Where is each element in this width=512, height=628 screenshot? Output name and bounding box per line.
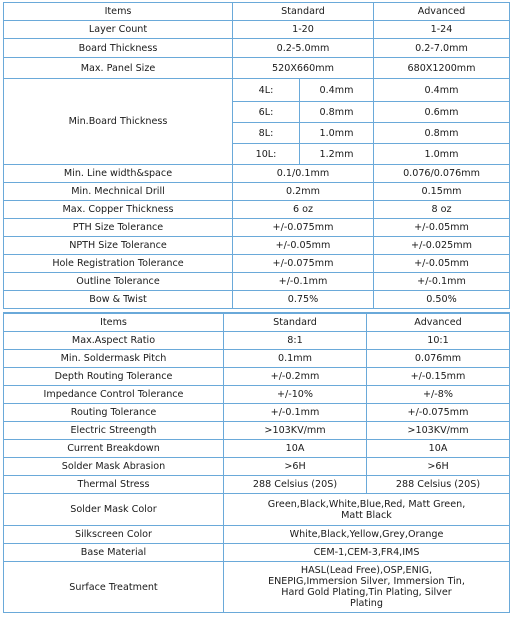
layer-label: 10L:	[233, 144, 300, 165]
advanced-value: +/-8%	[367, 386, 510, 404]
merged-row	[4, 544, 510, 562]
standard-value: 1.2mm	[300, 144, 374, 165]
advanced-value: 0.076mm	[367, 350, 510, 368]
item-label: PTH Size Tolerance	[4, 219, 233, 237]
item-label: Surface Treatment	[4, 562, 224, 613]
table-row	[4, 368, 510, 386]
table-row	[4, 350, 510, 368]
standard-value: +/-0.075mm	[233, 255, 374, 273]
advanced-value: 0.50%	[374, 291, 510, 309]
min-board-row	[4, 79, 510, 102]
table-row	[4, 291, 510, 309]
specs-table-1	[3, 2, 510, 309]
standard-value: 0.1mm	[224, 350, 367, 368]
item-label: Silkscreen Color	[4, 526, 224, 544]
item-label: Base Material	[4, 544, 224, 562]
item-label: Bow & Twist	[4, 291, 233, 309]
item-label: NPTH Size Tolerance	[4, 237, 233, 255]
item-label: Max. Copper Thickness	[4, 201, 233, 219]
advanced-value: 680X1200mm	[374, 58, 510, 79]
advanced-value: +/-0.05mm	[374, 255, 510, 273]
standard-value: 520X660mm	[233, 58, 374, 79]
table-row	[4, 440, 510, 458]
table-row	[4, 422, 510, 440]
layer-label: 4L:	[233, 79, 300, 102]
layer-label: 6L:	[233, 102, 300, 123]
advanced-value: 0.2-7.0mm	[374, 39, 510, 58]
advanced-value: >103KV/mm	[367, 422, 510, 440]
header-advanced: Advanced	[374, 3, 510, 21]
standard-value: 0.2mm	[233, 183, 374, 201]
item-label: Depth Routing Tolerance	[4, 368, 224, 386]
specs-table-2-body	[4, 313, 510, 613]
advanced-value: 0.15mm	[374, 183, 510, 201]
table-row	[4, 332, 510, 350]
standard-value: +/-10%	[224, 386, 367, 404]
item-label: Max. Panel Size	[4, 58, 233, 79]
table-row	[4, 219, 510, 237]
standard-value: 8:1	[224, 332, 367, 350]
standard-value: +/-0.05mm	[233, 237, 374, 255]
item-label: Min. Line width&space	[4, 165, 233, 183]
table-row	[4, 165, 510, 183]
standard-value: 0.1/0.1mm	[233, 165, 374, 183]
standard-value: 1.0mm	[300, 123, 374, 144]
merged-value: HASL(Lead Free),OSP,ENIG, ENEPIG,Immersion Silver, Immersion Tin, Hard Gold Plating,Tin Plating, Silver Plating	[224, 562, 510, 613]
table-row	[4, 58, 510, 79]
header-advanced: Advanced	[367, 313, 510, 332]
header-items: Items	[4, 3, 233, 21]
specs-table-1-body	[4, 3, 510, 309]
header-standard: Standard	[233, 3, 374, 21]
item-label: Hole Registration Tolerance	[4, 255, 233, 273]
advanced-value: 1.0mm	[374, 144, 510, 165]
table-row	[4, 183, 510, 201]
standard-value: 6 oz	[233, 201, 374, 219]
advanced-value: +/-0.1mm	[374, 273, 510, 291]
standard-value: +/-0.2mm	[224, 368, 367, 386]
item-label: Solder Mask Color	[4, 494, 224, 526]
standard-value: >103KV/mm	[224, 422, 367, 440]
advanced-value: >6H	[367, 458, 510, 476]
table-row	[4, 237, 510, 255]
item-label: Solder Mask Abrasion	[4, 458, 224, 476]
standard-value: +/-0.1mm	[224, 404, 367, 422]
layer-label: 8L:	[233, 123, 300, 144]
advanced-value: 0.076/0.076mm	[374, 165, 510, 183]
item-label: Outline Tolerance	[4, 273, 233, 291]
advanced-value: 10:1	[367, 332, 510, 350]
table-row	[4, 21, 510, 39]
merged-row	[4, 494, 510, 526]
table-row	[4, 476, 510, 494]
table-row	[4, 386, 510, 404]
table-row	[4, 255, 510, 273]
advanced-value: +/-0.15mm	[367, 368, 510, 386]
item-label: Layer Count	[4, 21, 233, 39]
item-label: Min.Board Thickness	[4, 79, 233, 165]
item-label: Board Thickness	[4, 39, 233, 58]
standard-value: 1-20	[233, 21, 374, 39]
standard-value: >6H	[224, 458, 367, 476]
standard-value: +/-0.075mm	[233, 219, 374, 237]
table-row	[4, 201, 510, 219]
advanced-value: 0.4mm	[374, 79, 510, 102]
standard-value: 0.8mm	[300, 102, 374, 123]
item-label: Min. Soldermask Pitch	[4, 350, 224, 368]
item-label: Thermal Stress	[4, 476, 224, 494]
merged-value: CEM-1,CEM-3,FR4,IMS	[224, 544, 510, 562]
table-row	[4, 404, 510, 422]
item-label: Routing Tolerance	[4, 404, 224, 422]
advanced-value: 0.8mm	[374, 123, 510, 144]
advanced-value: 8 oz	[374, 201, 510, 219]
table-row	[4, 39, 510, 58]
table-row	[4, 458, 510, 476]
standard-value: +/-0.1mm	[233, 273, 374, 291]
item-label: Min. Mechnical Drill	[4, 183, 233, 201]
advanced-value: 10A	[367, 440, 510, 458]
merged-value: Green,Black,White,Blue,Red, Matt Green, Matt Black	[224, 494, 510, 526]
advanced-value: +/-0.075mm	[367, 404, 510, 422]
advanced-value: 0.6mm	[374, 102, 510, 123]
item-label: Impedance Control Tolerance	[4, 386, 224, 404]
table-header-row	[4, 3, 510, 21]
item-label: Max.Aspect Ratio	[4, 332, 224, 350]
merged-row	[4, 562, 510, 613]
standard-value: 0.75%	[233, 291, 374, 309]
advanced-value: +/-0.05mm	[374, 219, 510, 237]
header-items: Items	[4, 313, 224, 332]
header-standard: Standard	[224, 313, 367, 332]
merged-value: White,Black,Yellow,Grey,Orange	[224, 526, 510, 544]
standard-value: 0.4mm	[300, 79, 374, 102]
table-row	[4, 273, 510, 291]
standard-value: 288 Celsius (20S)	[224, 476, 367, 494]
item-label: Current Breakdown	[4, 440, 224, 458]
standard-value: 0.2-5.0mm	[233, 39, 374, 58]
advanced-value: +/-0.025mm	[374, 237, 510, 255]
merged-row	[4, 526, 510, 544]
standard-value: 10A	[224, 440, 367, 458]
advanced-value: 1-24	[374, 21, 510, 39]
item-label: Electric Streength	[4, 422, 224, 440]
specs-sheet	[3, 2, 509, 613]
table-header-row	[4, 313, 510, 332]
advanced-value: 288 Celsius (20S)	[367, 476, 510, 494]
specs-table-2	[3, 312, 510, 613]
